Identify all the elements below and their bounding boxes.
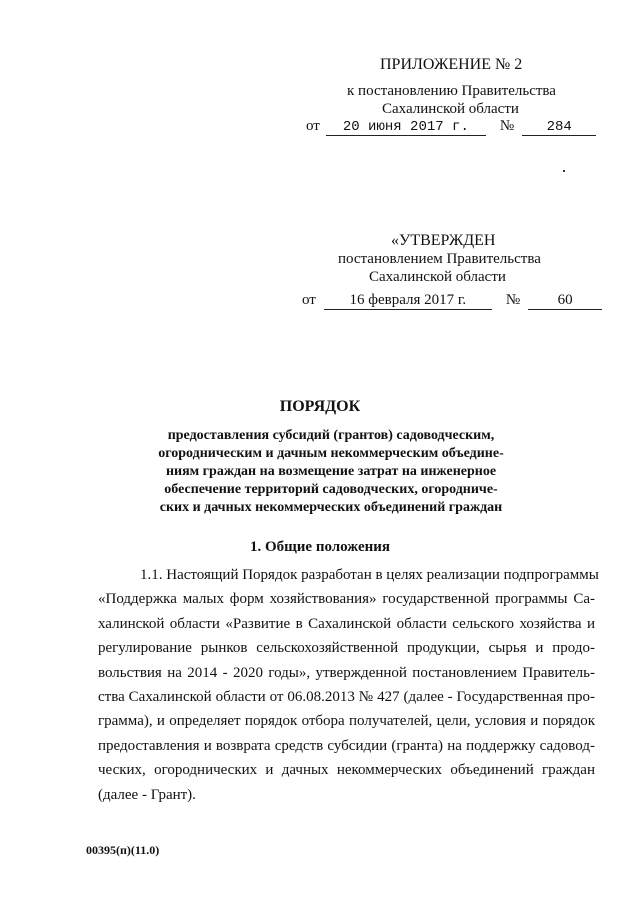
appendix-title: ПРИЛОЖЕНИЕ № 2 (380, 56, 523, 73)
footer-code: 00395(п)(11.0) (86, 843, 160, 857)
approved-date: 16 февраля 2017 г. (324, 292, 492, 310)
scan-speck (563, 170, 565, 172)
appendix-date-number-row (306, 118, 596, 136)
paragraph-line: ства Сахалинской области от 06.08.2013 № 427 (далее - Государственная про- (98, 688, 595, 705)
appendix-from-label: от (306, 118, 320, 134)
appendix-number: 284 (522, 119, 596, 136)
paragraph-line: грамма), и определяет порядок отбора получателей, цели, условия и порядок (98, 713, 595, 730)
approved-from-label: от (302, 292, 316, 308)
paragraph-line: «Поддержка малых форм хозяйствования» государственной программы Са- (98, 591, 595, 608)
paragraph-line: вольствия на 2014 - 2020 годы», утвержденной постановлением Правитель- (98, 664, 595, 681)
appendix-date: 20 июня 2017 г. (326, 119, 486, 136)
document-subtitle (150, 427, 512, 517)
paragraph-line: ческих, огороднических и дачных некоммерческих объединений граждан (98, 762, 595, 779)
subtitle-line: предоставления субсидий (грантов) садоводческим, (167, 428, 495, 443)
subtitle-line: обеспечение территорий садоводческих, огородниче- (164, 482, 498, 497)
paragraph-line: 1.1. Настоящий Порядок разработан в целях реализации подпрограммы (140, 567, 599, 583)
body-paragraph (98, 563, 599, 807)
paragraph-line: предоставления и возврата средств субсидии (гранта) на поддержку садовод- (98, 737, 595, 754)
subtitle-line: ниям граждан на возмещение затрат на инженерное (165, 464, 497, 479)
approved-title: «УТВЕРЖДЕН (391, 232, 496, 249)
subtitle-line: ских и дачных некоммерческих объединений граждан (159, 500, 503, 515)
paragraph-line: регулирование рынков сельскохозяйственной продукции, сырья и продо- (98, 640, 595, 657)
approved-date-number-row (302, 292, 602, 310)
subtitle-line: огородническим и дачным некоммерческим объедине- (158, 446, 504, 461)
approved-number: 60 (528, 292, 602, 310)
approved-number-label: № (505, 292, 521, 308)
paragraph-line: (далее - Грант). (98, 786, 196, 803)
appendix-line-1: к постановлению Правительства (347, 83, 556, 99)
appendix-number-label: № (499, 118, 515, 134)
approved-line-2: Сахалинской области (369, 269, 506, 285)
document-title: ПОРЯДОК (279, 398, 361, 415)
paragraph-line: халинской области «Развитие в Сахалинской области сельского хозяйства и (98, 615, 595, 632)
appendix-line-2: Сахалинской области (382, 101, 519, 117)
section-title: 1. Общие положения (249, 539, 391, 555)
approved-line-1: постановлением Правительства (338, 251, 541, 267)
